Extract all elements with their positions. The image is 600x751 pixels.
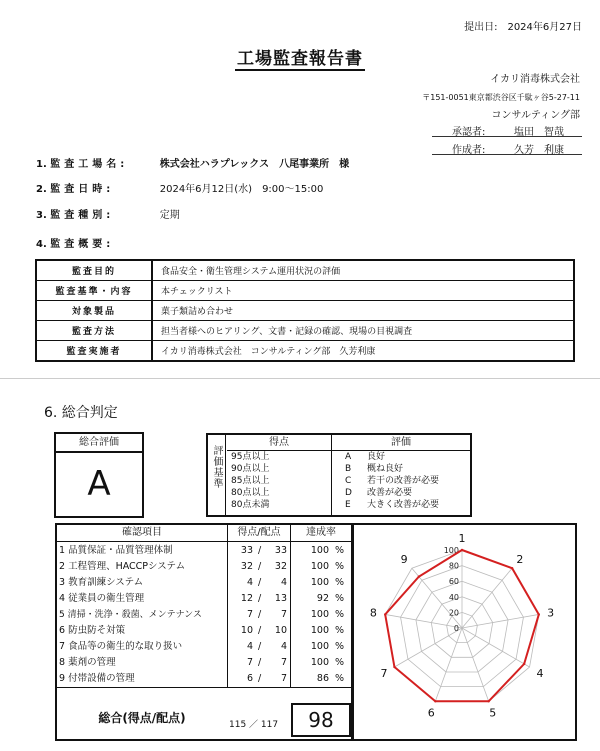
page-divider	[0, 378, 600, 379]
criteria-side-label: 評価基準	[208, 435, 226, 515]
company-address: 〒151-0051東京都渋谷区千駄ヶ谷5-27-11	[422, 93, 580, 102]
approver-label: 承認者:	[452, 127, 486, 138]
report-title: 工場監査報告書	[237, 49, 363, 69]
radar-spoke	[462, 614, 539, 628]
check-item-row: 9 付帯設備の管理 6 / 7 86 %	[59, 673, 345, 684]
radar-data-point	[487, 700, 489, 702]
radar-axis-label: 1	[458, 532, 466, 545]
info-line-4: 4. 監査概要:	[36, 239, 115, 250]
radar-data-point	[418, 575, 420, 577]
criteria-row: 95点以上 A 良好	[231, 452, 386, 462]
header-item: 確認項目	[57, 525, 227, 542]
check-item-row: 8 薬剤の管理 7 / 7 100 %	[59, 657, 345, 668]
radar-data-point	[434, 700, 436, 702]
radar-axis-label: 2	[516, 553, 524, 567]
radar-scale-label: 60	[448, 577, 459, 587]
criteria-score-header: 得点	[227, 435, 331, 451]
author-label: 作成者:	[452, 145, 486, 156]
radar-data-point	[511, 567, 513, 569]
overall-grade: A	[87, 464, 111, 504]
radar-axis-label: 8	[369, 606, 377, 620]
radar-axis-label: 3	[547, 606, 555, 620]
table-row: 監査方法 担当者様へのヒアリング、文書・記録の確認、現場の目視調査	[36, 321, 574, 341]
radar-data-point	[393, 666, 395, 668]
check-item-row: 2 工程管理、HACCPシステム 32 / 32 100 %	[59, 561, 345, 572]
radar-axis-label: 6	[427, 706, 435, 720]
overall-grade-box	[54, 432, 144, 518]
company-name: イカリ消毒株式会社	[490, 74, 580, 85]
radar-data-point	[384, 613, 386, 615]
check-items-table	[55, 523, 353, 741]
radar-scale-label: 100	[443, 546, 459, 555]
total-score: 98	[291, 703, 351, 737]
radar-data-point	[538, 613, 540, 615]
author-row	[432, 140, 582, 155]
table-row: 監査目的 食品安全・衛生管理システム運用状況の評価	[36, 260, 574, 281]
submit-date: 提出日: 2024年6月27日	[464, 22, 582, 33]
radar-spoke	[394, 628, 462, 667]
section-6-title: 6. 総合判定	[44, 405, 118, 421]
radar-data-point	[523, 663, 525, 665]
criteria-table	[206, 433, 472, 517]
author-name: 久芳 利康	[514, 145, 564, 156]
department: コンサルティング部	[491, 110, 580, 121]
criteria-row: 85点以上 C 若干の改善が必要	[231, 476, 440, 486]
check-item-row: 6 防虫防そ対策 10 / 10 100 %	[59, 625, 345, 636]
radar-axis-label: 5	[489, 706, 497, 720]
radar-scale-label: 0	[453, 624, 459, 633]
approver-row	[432, 122, 582, 137]
radar-spoke	[435, 628, 462, 701]
overview-table	[35, 259, 575, 362]
check-item-row: 5 清掃・洗浄・殺菌、メンテナンス 7 / 7 100 %	[59, 609, 345, 620]
total-label: 総合(得点/配点)	[98, 711, 186, 725]
header-rate: 達成率	[291, 525, 351, 542]
radar-spoke	[462, 628, 530, 667]
radar-chart-box	[352, 523, 577, 741]
criteria-eval-header: 評価	[332, 435, 470, 451]
radar-axis-label: 7	[380, 667, 388, 680]
radar-scale-label: 20	[448, 608, 459, 618]
criteria-row: 80点以上 D 改善が必要	[231, 488, 413, 498]
check-item-row: 4 従業員の衛生管理 12 / 13 92 %	[59, 593, 345, 604]
approver-name: 塩田 智哉	[514, 127, 564, 138]
radar-chart	[354, 525, 575, 739]
header-score: 得点/配点	[228, 525, 290, 542]
info-line-2: 2. 監査日時: 2024年6月12日(水) 9:00〜15:00	[36, 184, 324, 195]
radar-spoke	[462, 628, 489, 701]
radar-spoke	[462, 568, 512, 628]
overall-grade-label: 総合評価	[56, 434, 142, 453]
radar-scale-label: 80	[448, 561, 459, 571]
table-row: 監査実施者 イカリ消毒株式会社 コンサルティング部 久芳利康	[36, 341, 574, 362]
check-item-row: 7 食品等の衛生的な取り扱い 4 / 4 100 %	[59, 641, 345, 652]
criteria-row: 90点以上 B 概ね良好	[231, 464, 404, 474]
check-item-row: 1 品質保証・品質管理体制 33 / 33 100 %	[59, 545, 345, 556]
table-row: 対象製品 菓子類詰め合わせ	[36, 301, 574, 321]
radar-axis-label: 4	[536, 667, 544, 680]
table-row: 監査基準・内容 本チェックリスト	[36, 281, 574, 301]
info-line-3: 3. 監査種別: 定期	[36, 210, 180, 221]
criteria-row: 80点未満 E 大きく改善が必要	[231, 500, 440, 510]
radar-scale-label: 40	[448, 592, 459, 602]
check-item-row: 3 教育訓練システム 4 / 4 100 %	[59, 577, 345, 588]
radar-data-point	[461, 549, 463, 551]
info-line-1: 1. 監査工場名: 株式会社ハラプレックス 八尾事業所 様	[36, 159, 350, 170]
total-points: 115 ／ 117	[229, 720, 279, 730]
radar-axis-label: 9	[400, 553, 408, 567]
